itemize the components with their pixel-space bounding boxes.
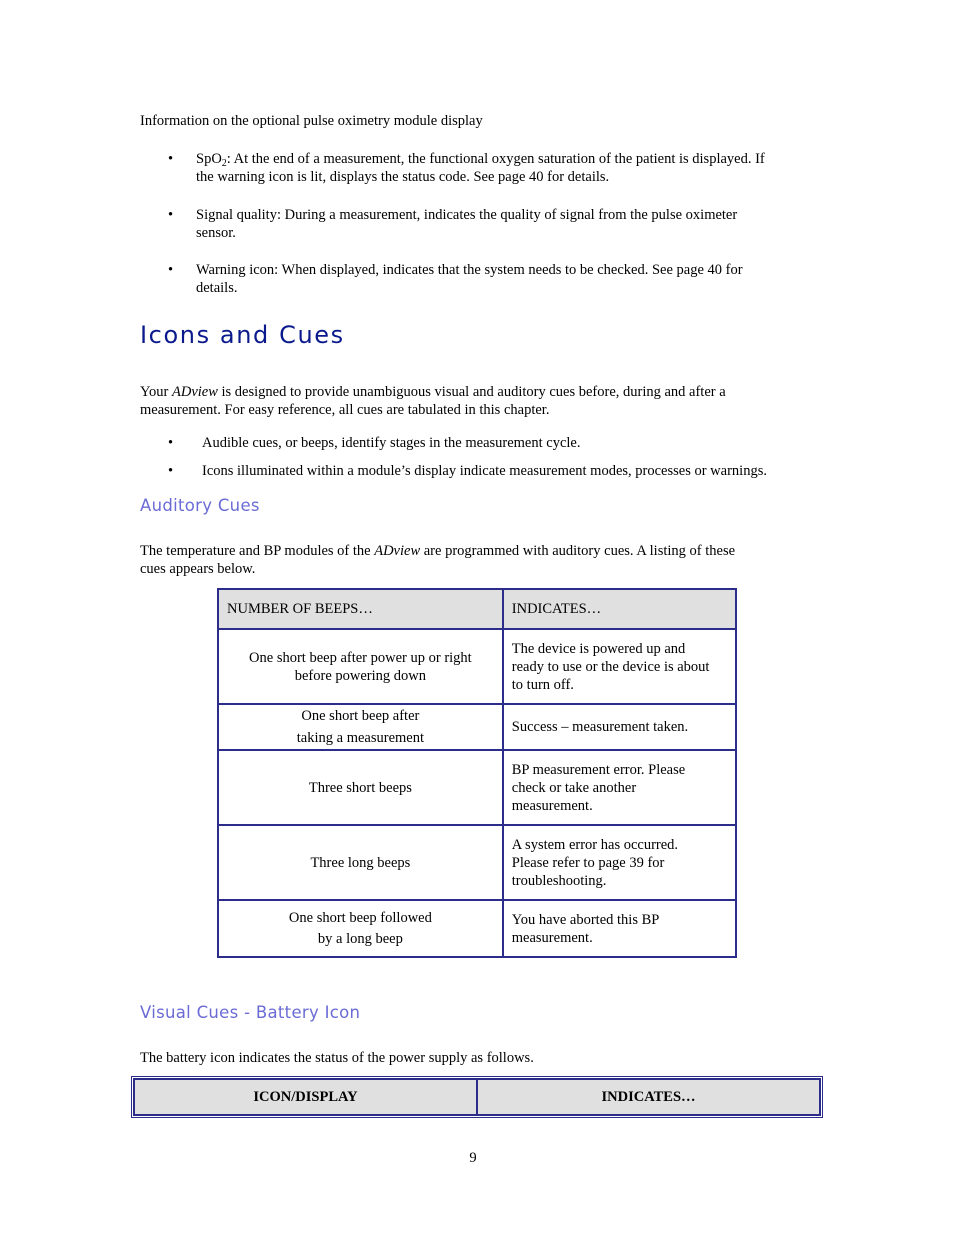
bullet-text: Warning icon: When displayed, indicates that the system needs to be checked. See page 40 for — [196, 262, 743, 278]
table-cell: BP measurement error. Please check or take another measurement. — [503, 750, 736, 825]
column-header: INDICATES… — [503, 589, 736, 629]
paragraph-text: measurement. For easy reference, all cues are tabulated in this chapter. — [140, 402, 550, 418]
column-header: NUMBER OF BEEPS… — [218, 589, 503, 629]
table-row — [218, 629, 736, 704]
page-number: 9 — [469, 1150, 477, 1166]
column-header: ICON/DISPLAY — [134, 1079, 477, 1115]
table-cell: One short beep after taking a measurement — [218, 704, 503, 750]
bullet-icon: • — [168, 207, 174, 223]
table-cell: You have aborted this BP measurement. — [503, 900, 736, 957]
bullet-text: the warning icon is lit, displays the status code. See page 40 for details. — [196, 169, 610, 185]
bullet-icon: • — [168, 151, 174, 167]
paragraph — [140, 383, 726, 419]
table-cell: A system error has occurred. Please refer to page 39 for troubleshooting. — [503, 825, 736, 900]
paragraph: The battery icon indicates the status of the power supply as follows. — [140, 1050, 534, 1066]
bullet-icon: • — [168, 262, 174, 278]
table-row — [218, 900, 736, 957]
beeps-table — [217, 588, 737, 958]
subscript: 2 — [221, 158, 227, 169]
table-cell: Three short beeps — [218, 750, 503, 825]
bullet-icon: • — [168, 463, 174, 479]
table-row — [218, 704, 736, 750]
column-header: INDICATES… — [477, 1079, 820, 1115]
bullet-text: : At the end of a measurement, the functional oxygen saturation of the patient is displayed. If — [226, 151, 765, 167]
table-header-row — [218, 589, 736, 629]
bullet-text: Icons illuminated within a module’s display indicate measurement modes, processes or warnings. — [202, 463, 767, 479]
product-name: ADview — [374, 543, 421, 559]
bullet-text: sensor. — [196, 225, 236, 241]
section-heading: Icons and Cues — [140, 321, 345, 349]
bullet-text: Audible cues, or beeps, identify stages in the measurement cycle. — [202, 435, 581, 451]
table-cell: Success – measurement taken. — [503, 704, 736, 750]
paragraph-text: Your — [140, 384, 172, 400]
product-name: ADview — [171, 384, 218, 400]
table-cell: One short beep followed by a long beep — [218, 900, 503, 957]
table-cell: The device is powered up and ready to use or the device is about to turn off. — [503, 629, 736, 704]
intro-text: Information on the optional pulse oximetry module display — [140, 113, 483, 129]
bullet-text: details. — [196, 280, 238, 296]
table-cell: One short beep after power up or right before powering down — [218, 629, 503, 704]
bullet-text: SpO — [196, 151, 222, 167]
paragraph-text: are programmed with auditory cues. A listing of these — [420, 543, 736, 559]
subsection-heading: Visual Cues - Battery Icon — [140, 1003, 361, 1022]
paragraph — [140, 542, 735, 578]
table-header-row — [134, 1079, 820, 1115]
table-cell: Three long beeps — [218, 825, 503, 900]
paragraph-text: The temperature and BP modules of the — [140, 543, 375, 559]
table-row — [218, 825, 736, 900]
battery-table — [133, 1078, 821, 1116]
paragraph-text: is designed to provide unambiguous visual and auditory cues before, during and after a — [217, 384, 726, 400]
table-row — [218, 750, 736, 825]
bullet-text: Signal quality: During a measurement, indicates the quality of signal from the pulse oximeter — [196, 207, 738, 223]
paragraph-text: cues appears below. — [140, 561, 256, 577]
subsection-heading: Auditory Cues — [140, 496, 260, 515]
bullet-icon: • — [168, 435, 174, 451]
